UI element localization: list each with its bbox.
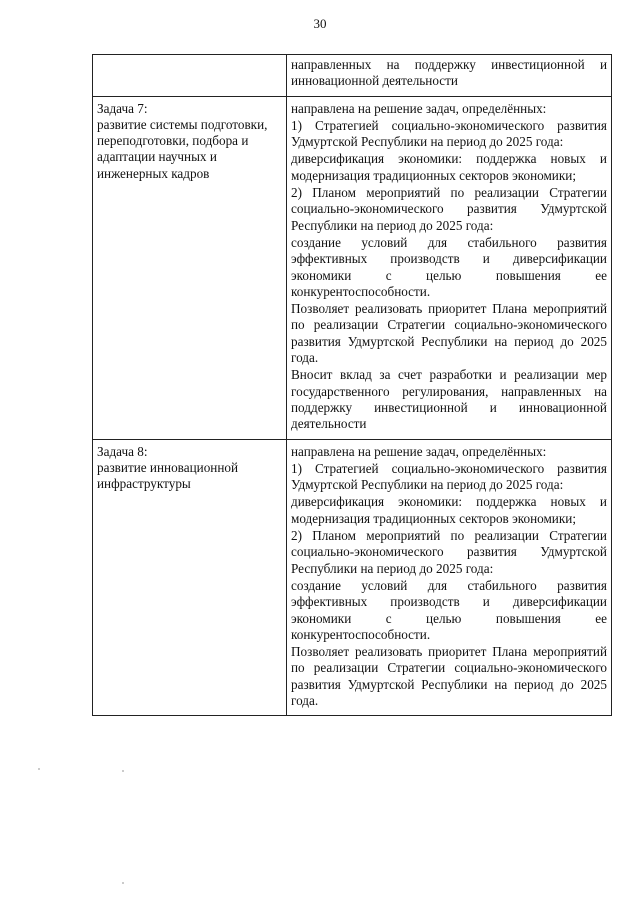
task-7-paragraph: 2) Планом мероприятий по реализации Стратегии социально-экономического развития Удмуртской Республики на период до 2025 года: xyxy=(291,185,607,233)
task-8-subtitle: развитие инновационной инфраструктуры xyxy=(97,459,239,492)
task-8-description-cell xyxy=(287,439,612,716)
task-7-paragraph: диверсификация экономики: поддержка новых и модернизация традиционных секторов экономики; xyxy=(291,151,607,183)
scan-artifact xyxy=(122,882,124,884)
task-8-paragraph: 1) Стратегией социально-экономического развития Удмуртской Республики на период до 2025 года: xyxy=(291,460,607,493)
page-number: 30 xyxy=(313,16,327,31)
task-8-paragraph: Позволяет реализовать приоритет Плана мероприятий по реализации Стратегии социально-экономического развития Удмуртской Республики на период до 2025 года. xyxy=(291,644,607,708)
task-7-paragraph: Вносит вклад за счет разработки и реализации мер государственного регулирования, направленных на поддержку инвестиционной и инновационной деятельности xyxy=(291,367,607,432)
task-8-paragraph: 2) Планом мероприятий по реализации Стратегии социально-экономического развития Удмуртской Республики на период до 2025 года: xyxy=(291,528,607,576)
task-7-paragraph: создание условий для стабильного развития эффективных производств и диверсификации экономики с целью повышения ее конкурентоспособности. xyxy=(291,234,607,299)
table-row-task-8 xyxy=(93,439,612,716)
task-8-title: Задача 8: xyxy=(97,443,148,459)
table-cell-empty xyxy=(93,55,287,97)
task-7-title: Задача 7: xyxy=(97,100,148,116)
table-cell-continuation xyxy=(287,55,612,97)
task-7-subtitle: развитие системы подготовки, переподготовки, подбора и адаптации научных и инженерных кадров xyxy=(97,116,268,181)
task-7-paragraph: 1) Стратегией социально-экономического развития Удмуртской Республики на период до 2025 года: xyxy=(291,117,607,150)
scan-artifact xyxy=(38,768,40,770)
table-row-task-7 xyxy=(93,96,612,439)
task-8-paragraph: направлена на решение задач, определённых: xyxy=(291,443,547,459)
task-8-label-cell xyxy=(93,439,287,716)
task-7-label-cell xyxy=(93,96,287,439)
continuation-text: направленных на поддержку инвестиционной и инновационной деятельности xyxy=(291,57,607,89)
task-8-paragraph: создание условий для стабильного развития эффективных производств и диверсификации экономики с целью повышения ее конкурентоспособности. xyxy=(291,577,607,642)
task-7-paragraph: направлена на решение задач, определённых: xyxy=(291,100,547,116)
document-table xyxy=(92,54,612,716)
scan-artifact xyxy=(122,770,124,772)
task-8-paragraph: диверсификация экономики: поддержка новых и модернизация традиционных секторов экономики; xyxy=(291,494,607,526)
task-7-description-cell xyxy=(287,96,612,439)
task-7-paragraph: Позволяет реализовать приоритет Плана мероприятий по реализации Стратегии социально-экономического развития Удмуртской Республики на период до 2025 года. xyxy=(291,301,607,366)
table-row-continuation xyxy=(93,55,612,97)
